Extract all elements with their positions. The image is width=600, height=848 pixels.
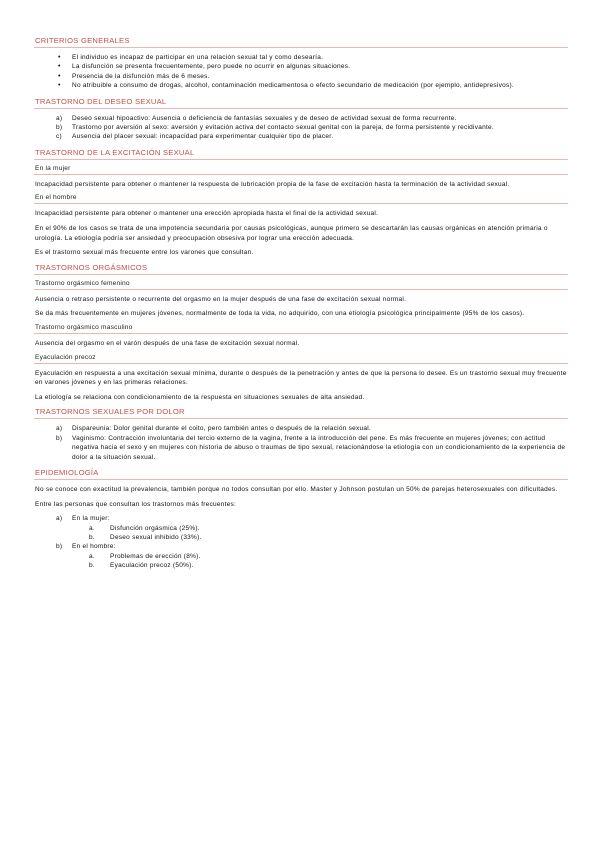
subheading-femenino: Trastorno orgásmico femenino bbox=[34, 280, 568, 290]
paragraph: En el 90% de los casos se trata de una impotencia secundaria por causas psicológicas, aunque primero se descartarán las causas orgánicas en atención primaria o urología. La etiología podría ser ansiedad y preocupación obsesiva por lograr una erección adecuada. bbox=[35, 225, 548, 242]
list-text: Disfunción orgásmica (25%). bbox=[110, 524, 200, 532]
criterios-list bbox=[34, 53, 568, 91]
list-text: Trastorno por aversión al sexo: aversión y evitación activa del contacto sexual genital con la pareja, de forma persistente y recidivante. bbox=[72, 124, 494, 132]
list-item: • No atribuible a consumo de drogas, alcohol, contaminación medicamentosa o efecto secundario de medicación (por ejemplo, antidepresivos). bbox=[34, 81, 568, 90]
list-item bbox=[34, 132, 568, 141]
paragraph: Se da más frecuentemente en mujeres jóvenes, normalmente de toda la vida, no adquirido, con una etiología psicológica principalmente (95% de los casos). bbox=[35, 310, 525, 318]
list-marker: c) bbox=[56, 133, 62, 141]
list-marker: b. bbox=[89, 534, 95, 541]
paragraph: Eyaculación en respuesta a una excitación sexual mínima, durante o después de la penetración y antes de que la persona lo desee. Es un trastorno sexual muy frecuente en varones jóvenes y en las primeras relaciones. bbox=[35, 369, 567, 387]
paragraph: Ausencia del orgasmo en el varón después de una fase de excitación sexual normal. bbox=[35, 340, 300, 347]
document-page bbox=[34, 36, 568, 577]
list-marker: b) bbox=[56, 434, 63, 442]
list-item bbox=[34, 542, 568, 551]
list-item: • Presencia de la disfunción más de 6 meses. bbox=[34, 72, 568, 81]
subheading-mujer: En la mujer bbox=[34, 165, 568, 175]
paragraph: Incapacidad persistente para obtener o mantener una erección apropiada hasta el final de la actividad sexual. bbox=[35, 210, 379, 218]
list-text: Dispareunia: Dolor genital durante el coito, pero también antes o después de la relación sexual. bbox=[72, 425, 371, 433]
list-text: En el hombre: bbox=[72, 543, 116, 551]
list-marker: b) bbox=[56, 543, 63, 551]
list-text: En la mujer: bbox=[72, 515, 110, 523]
list-text: Problemas de erección (8%). bbox=[110, 552, 201, 560]
list-marker: b. bbox=[89, 562, 95, 570]
epidemiologia-list bbox=[34, 514, 568, 570]
list-item bbox=[34, 434, 568, 462]
list-item bbox=[34, 514, 568, 523]
paragraph: Entre las personas que consultan los trastornos más frecuentes: bbox=[35, 500, 237, 508]
list-item bbox=[34, 533, 568, 542]
list-item bbox=[34, 561, 568, 570]
subheading-masculino: Trastorno orgásmico masculino bbox=[34, 324, 568, 334]
list-text: Deseo sexual hipoactivo: Ausencia o deficiencia de fantasías sexuales y de deseo de actividad sexual de forma recurrente. bbox=[72, 114, 457, 122]
section-heading-dolor: TRASTORNOS SEXUALES POR DOLOR bbox=[34, 407, 568, 419]
list-marker: a. bbox=[89, 524, 95, 532]
section-heading-epidemiologia: EPIDEMIOLOGÍA bbox=[34, 468, 568, 480]
section-heading-excitacion: TRASTORNO DE LA EXCITACIÓN SEXUAL bbox=[34, 148, 568, 160]
deseo-list bbox=[34, 114, 568, 142]
list-item: • El individuo es incapaz de participar en una relación sexual tal y como desearía. bbox=[34, 53, 568, 62]
list-item bbox=[34, 123, 568, 132]
paragraph: Incapacidad persistente para obtener o mantener la respuesta de lubricación propia de la fase de excitación hasta la terminación de la actividad sexual. bbox=[35, 180, 510, 188]
list-text: Deseo sexual inhibido (33%). bbox=[110, 534, 202, 541]
paragraph: La etiología se relaciona con condicionamiento de la respuesta en situaciones sexuales de alta ansiedad. bbox=[35, 393, 365, 401]
list-marker: a) bbox=[56, 515, 63, 523]
section-heading-orgasmicos: TRASTORNOS ORGÁSMICOS bbox=[34, 263, 568, 275]
list-marker: a) bbox=[56, 425, 63, 433]
paragraph: Ausencia o retraso persistente o recurrente del orgasmo en la mujer después de una fase de excitación sexual normal. bbox=[35, 295, 407, 303]
section-heading-criterios: CRITERIOS GENERALES bbox=[34, 36, 568, 48]
list-text: Ausencia del placer sexual: incapacidad para experimentar cualquier tipo de placer. bbox=[72, 133, 334, 141]
list-text: Eyaculación precoz (50%). bbox=[110, 562, 194, 570]
list-marker: a) bbox=[56, 114, 63, 122]
list-marker: a. bbox=[89, 552, 95, 560]
list-item bbox=[34, 552, 568, 561]
dolor-list bbox=[34, 424, 568, 462]
list-text: Vaginismo: Contracción involuntaria del tercio externo de la vagina, frente a la introducción del pene. Es más frecuente en mujeres jóvenes; con actitud negativa hacia el sexo y en mujeres con historia de abuso o traumas de tipo sexual, relacionándose la etiología con un condicionamiento de la experiencia de dolor a la situación sexual. bbox=[72, 434, 566, 461]
subheading-hombre: En el hombre bbox=[34, 194, 568, 204]
paragraph: Es el trastorno sexual más frecuente entre los varones que consultan. bbox=[35, 249, 254, 257]
list-item bbox=[34, 524, 568, 533]
section-heading-deseo: TRASTORNO DEL DESEO SEXUAL bbox=[34, 97, 568, 109]
list-item: • La disfunción se presenta frecuentemente, pero puede no ocurrir en algunas situaciones. bbox=[34, 62, 568, 71]
paragraph: No se conoce con exactitud la prevalencia, también porque no todos consultan por ello. Master y Johnson postulan un 50% de parejas heterosexuales con dificultades. bbox=[35, 486, 558, 493]
list-item bbox=[34, 424, 568, 433]
list-item bbox=[34, 114, 568, 123]
list-marker: b) bbox=[56, 124, 63, 132]
subheading-eyaculacion-precoz: Eyaculación precoz bbox=[34, 354, 568, 364]
